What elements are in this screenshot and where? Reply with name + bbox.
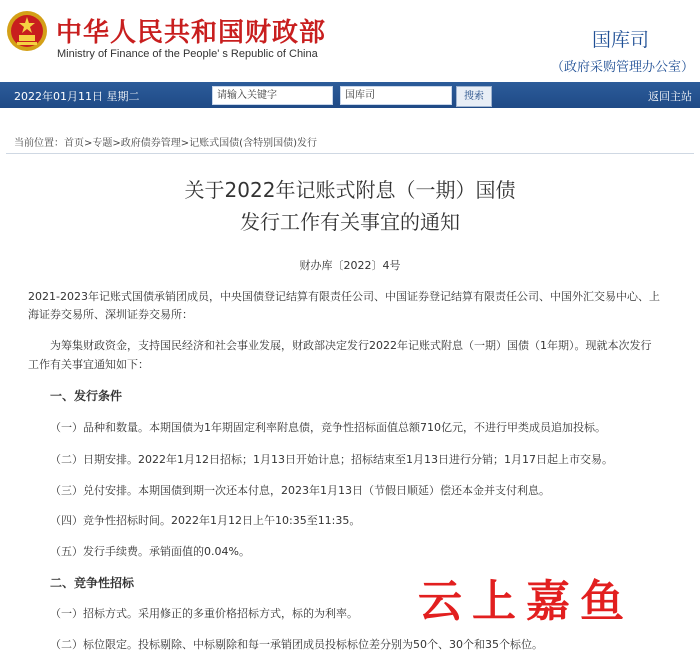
list-item: （一）招标方式。采用修正的多重价格招标方式，标的为利率。	[50, 607, 358, 620]
list-item: （五）发行手续费。承销面值的0.04%。	[50, 545, 250, 558]
breadcrumb-item-home[interactable]: 首页	[64, 138, 84, 149]
article-title-line2: 发行工作有关事宜的通知	[240, 210, 460, 234]
breadcrumb-separator: >	[180, 138, 190, 149]
nav-bar	[0, 82, 700, 108]
section-heading-2: 二、竞争性招标	[50, 576, 135, 590]
breadcrumb-item-topics[interactable]: 专题	[92, 138, 113, 149]
search-scope-select[interactable]: 国库司	[340, 86, 452, 105]
breadcrumb-separator: >	[112, 138, 121, 149]
list-item: （一）品种和数量。本期国债为1年期固定利率附息债，竞争性招标面值总额710亿元，不进行甲类成员追加投标。	[50, 421, 606, 434]
site-header	[0, 0, 700, 82]
ministry-name-cn: 中华人民共和国财政部	[56, 18, 327, 48]
intro-line2: 工作有关事宜通知如下：	[28, 358, 149, 371]
list-item: （四）竞争性招标时间。2022年1月12日上午10:35至11:35。	[50, 514, 361, 527]
article-title-line1: 关于2022年记账式附息（一期）国债	[184, 178, 516, 202]
department-subtitle: （政府采购管理办公室）	[551, 60, 695, 75]
list-item: （三）兑付安排。本期国债到期一次还本付息，2023年1月13日（节假日顺延）偿还本金并支付利息。	[50, 484, 550, 497]
return-home-link[interactable]: 返回主站	[648, 90, 692, 103]
breadcrumb-prefix: 当前位置：	[14, 138, 64, 149]
list-item: （二）标位限定。投标剔除、中标剔除和每一承销团成员投标标位差分别为50个、30个和35个标位。	[50, 638, 543, 651]
current-date: 2022年01月11日 星期二	[14, 90, 140, 103]
document-number: 财办库〔2022〕4号	[299, 259, 401, 272]
intro-line1: 为筹集财政资金，支持国民经济和社会事业发展，财政部决定发行2022年记账式附息（一期）国债（1年期）。现就本次发行	[50, 339, 652, 352]
watermark-text: 云上嘉鱼	[418, 576, 634, 627]
search-input[interactable]: 请输入关键字	[212, 86, 333, 105]
list-item: （二）日期安排。2022年1月12日招标；1月13日开始计息；招标结束至1月13日进行分销；1月17日起上市交易。	[50, 453, 613, 466]
breadcrumb-separator: >	[84, 138, 93, 149]
ministry-name-en: Ministry of Finance of the People' s Republic of China	[57, 48, 318, 60]
breadcrumb-item-bond-management[interactable]: 政府债券管理	[120, 138, 181, 149]
breadcrumb-item-bond-issuance[interactable]: 记账式国债(含特别国债)发行	[189, 138, 317, 149]
breadcrumb	[14, 134, 317, 149]
section-heading-1: 一、发行条件	[50, 389, 123, 403]
search-button[interactable]: 搜索	[456, 86, 492, 107]
recipients-line2: 海证券交易所、深圳证券交易所：	[28, 308, 193, 321]
national-emblem-icon	[6, 10, 48, 52]
recipients-line1: 2021-2023年记账式国债承销团成员，中央国债登记结算有限责任公司、中国证券登记结算有限责任公司、中国外汇交易中心、上	[28, 290, 660, 303]
breadcrumb-divider	[6, 153, 694, 154]
department-name: 国库司	[592, 29, 650, 51]
